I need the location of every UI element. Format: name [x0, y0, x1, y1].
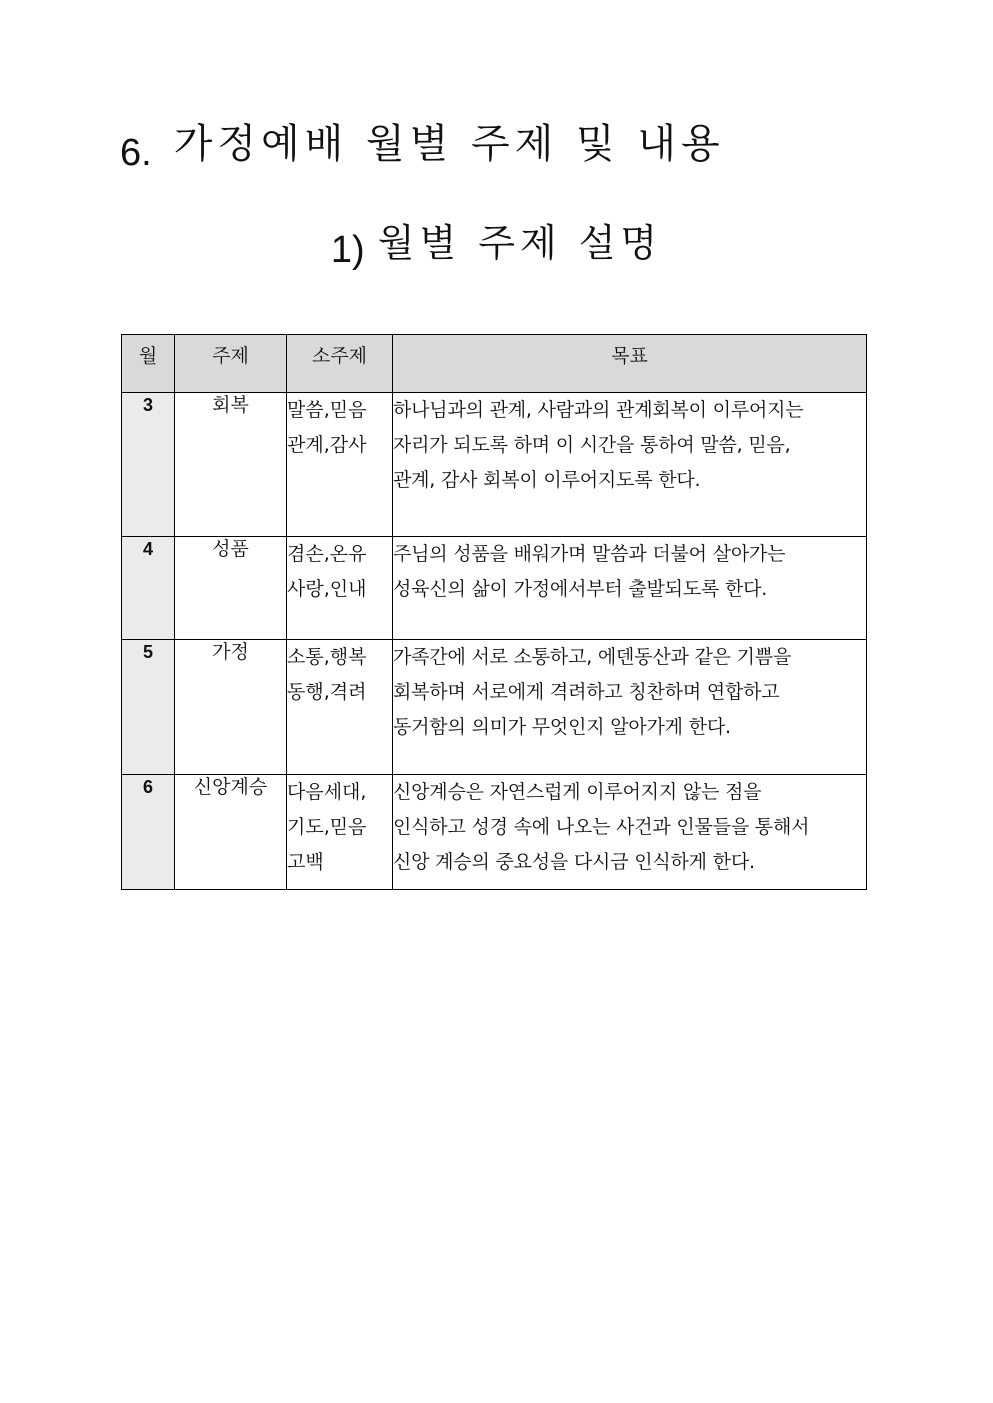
table-header-row	[122, 335, 867, 393]
section-number: 6.	[120, 132, 152, 174]
monthly-topics-table	[121, 334, 867, 890]
goal-line: 하나님과의 관계, 사람과의 관계회복이 이루어지는	[393, 399, 804, 421]
subsection-heading	[0, 212, 993, 272]
subtopic-line: 사랑,인내	[287, 578, 367, 600]
goal-cell	[393, 537, 867, 640]
subtopic-line: 관계,감사	[287, 434, 367, 456]
subtopic-line: 다음세대,	[287, 781, 367, 803]
goal-cell	[393, 775, 867, 890]
subtopic-line: 말씀,믿음	[287, 399, 367, 421]
month-cell: 3	[122, 393, 175, 537]
subtopic-cell	[287, 775, 393, 890]
goal-line: 동거함의 의미가 무엇인지 알아가게 한다.	[393, 716, 731, 738]
subsection-title: 월별 주제 설명	[377, 221, 663, 265]
subtopic-line: 소통,행복	[287, 646, 367, 668]
header-subtopic: 소주제	[287, 335, 393, 393]
table-row	[122, 393, 867, 537]
table-row	[122, 775, 867, 890]
goal-line: 성육신의 삶이 가정에서부터 출발되도록 한다.	[393, 578, 768, 600]
header-goal: 목표	[393, 335, 867, 393]
subtopic-cell	[287, 640, 393, 775]
subtopic-line: 동행,격려	[287, 681, 367, 703]
goal-line: 인식하고 성경 속에 나오는 사건과 인물들을 통해서	[393, 816, 810, 838]
goal-line: 주님의 성품을 배워가며 말씀과 더불어 살아가는	[393, 543, 786, 565]
subtopic-cell	[287, 393, 393, 537]
goal-cell	[393, 393, 867, 537]
header-month: 월	[122, 335, 175, 393]
header-theme: 주제	[175, 335, 287, 393]
section-heading	[120, 112, 725, 172]
month-cell: 5	[122, 640, 175, 775]
subtopic-line: 겸손,온유	[287, 543, 367, 565]
goal-line: 회복하며 서로에게 격려하고 칭찬하며 연합하고	[393, 681, 780, 703]
theme-cell: 신앙계승	[175, 775, 287, 890]
subsection-number: 1)	[330, 229, 365, 271]
goal-cell	[393, 640, 867, 775]
goal-line: 관계, 감사 회복이 이루어지도록 한다.	[393, 469, 701, 491]
theme-cell: 회복	[175, 393, 287, 537]
subtopic-line: 고백	[287, 851, 324, 873]
goal-line: 신앙계승은 자연스럽게 이루어지지 않는 점을	[393, 781, 762, 803]
table-row	[122, 640, 867, 775]
goal-line: 자리가 되도록 하며 이 시간을 통하여 말씀, 믿음,	[393, 434, 791, 456]
goal-line: 신앙 계승의 중요성을 다시금 인식하게 한다.	[393, 851, 755, 873]
table-row	[122, 537, 867, 640]
theme-cell: 성품	[175, 537, 287, 640]
month-cell: 4	[122, 537, 175, 640]
subtopic-line: 기도,믿음	[287, 816, 367, 838]
section-title: 가정예배 월별 주제 및 내용	[173, 121, 725, 167]
theme-cell: 가정	[175, 640, 287, 775]
subtopic-cell	[287, 537, 393, 640]
goal-line: 가족간에 서로 소통하고, 에덴동산과 같은 기쁨을	[393, 646, 792, 668]
month-cell: 6	[122, 775, 175, 890]
